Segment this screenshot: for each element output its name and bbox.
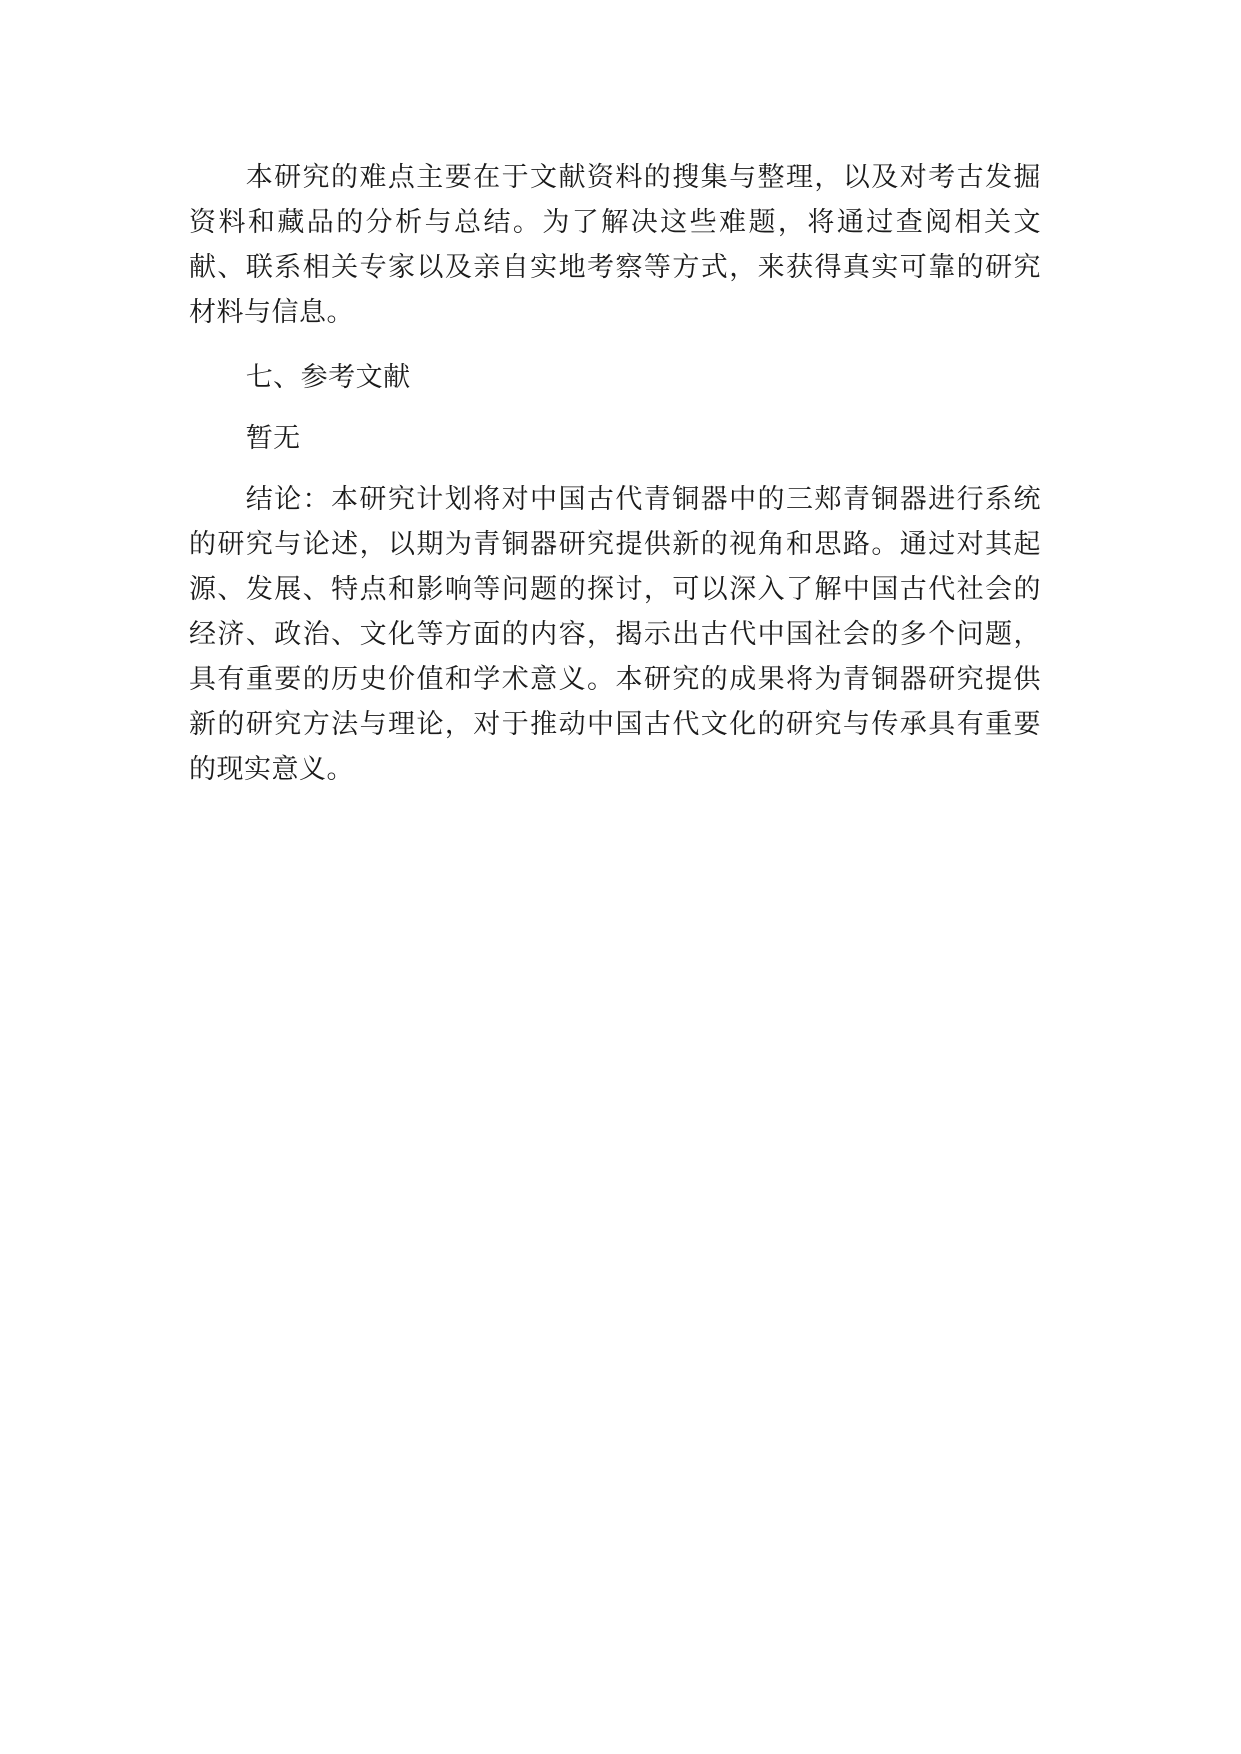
document-body	[189, 155, 1041, 792]
section-heading-references: 七、参考文献	[245, 362, 411, 393]
paragraph-conclusion: 结论：本研究计划将对中国古代青铜器中的三郏青铜器进行系统的研究与论述，以期为青铜器研究提供新的视角和思路。通过对其起源、发展、特点和影响等问题的探讨，可以深入了解中国古代社会的经济、政治、文化等方面的内容，揭示出古代中国社会的多个问题，具有重要的历史价值和学术意义。本研究的成果将为青铜器研究提供新的研究方法与理论，对于推动中国古代文化的研究与传承具有重要的现实意义。	[189, 484, 1041, 785]
references-placeholder: 暂无	[245, 423, 301, 454]
paragraph-difficulties: 本研究的难点主要在于文献资料的搜集与整理，以及对考古发掘资料和藏品的分析与总结。为了解决这些难题，将通过查阅相关文献、联系相关专家以及亲自实地考察等方式，来获得真实可靠的研究材料与信息。	[189, 162, 1041, 328]
